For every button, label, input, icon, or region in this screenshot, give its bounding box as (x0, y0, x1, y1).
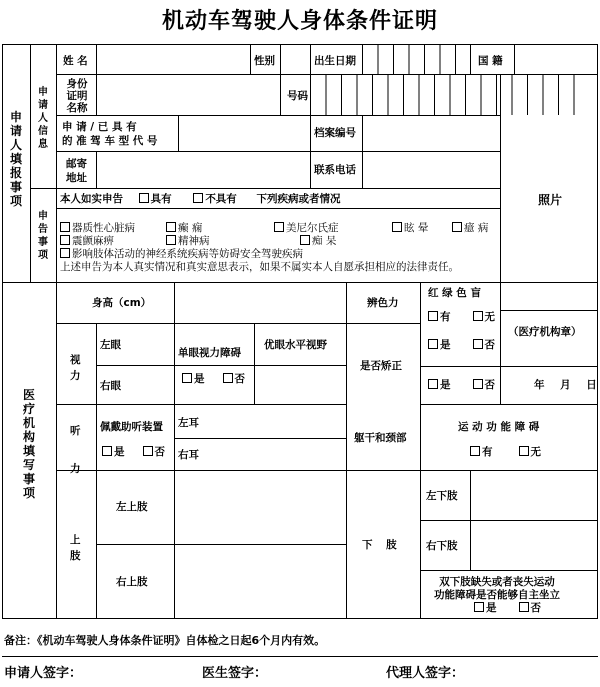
motor-has-checkbox[interactable] (470, 446, 480, 456)
label-id-number: 号码 (287, 90, 308, 102)
disease-parkinson: 震颤麻痹 (60, 235, 114, 248)
disease-mental: 精神病 (166, 235, 210, 248)
label-red-green: 红 绿 色 盲 (428, 287, 481, 299)
both-legs-options: 是 否 (474, 602, 541, 615)
color-options: 有 无 (428, 311, 495, 324)
hospital-seal: （医疗机构章） (508, 326, 582, 338)
motor-no-checkbox[interactable] (519, 446, 529, 456)
label-motor-disability: 运 动 功 能 障 碍 (458, 421, 540, 433)
label-birth-date: 出生日期 (314, 55, 356, 67)
applicant-signature: 申请人签字： (4, 666, 83, 681)
declaration-row: 本人如实申告 具有 不具有 下列疾病或者情况 (60, 193, 341, 205)
label-both-legs: 双下肢缺失或者丧失运动 功能障碍是否能够自主坐立 (434, 576, 560, 601)
label-gender: 性别 (254, 55, 275, 67)
label-trunk-neck: 躯干和颈部 (354, 432, 407, 444)
agent-signature: 代理人签字： (386, 666, 465, 681)
validity-note: 备注：《机动车驾驶人身体条件证明》自体检之日起6个月内有效。 (4, 634, 326, 647)
label-right-ear: 右耳 (178, 449, 199, 461)
disease-meniere: 美尼尔氏症 (274, 222, 339, 235)
both-legs-no-checkbox[interactable] (519, 602, 529, 612)
both-legs-yes-checkbox[interactable] (474, 602, 484, 612)
heart-checkbox[interactable] (60, 222, 70, 232)
label-monocular: 单眼视力障碍 (178, 347, 241, 359)
label-left-lower: 左下肢 (426, 490, 458, 502)
photo-area: 照片 (538, 193, 563, 207)
parkinson-checkbox[interactable] (60, 235, 70, 245)
right-corrected-yes-checkbox[interactable] (428, 379, 438, 389)
hearing-aid-no-checkbox[interactable] (143, 446, 153, 456)
label-upper-limb: 上肢 (70, 534, 81, 562)
section-medical-fill: 医疗机构填写事项 (22, 388, 35, 500)
hearing-aid-yes-checkbox[interactable] (102, 446, 112, 456)
label-right-eye: 右眼 (100, 380, 121, 392)
label-corrected: 是否矫正 (360, 360, 402, 372)
disease-hysteria: 癔 病 (452, 222, 488, 235)
section-applicant-fill: 申请人填报事项 (9, 110, 22, 208)
label-color-vision: 辨色力 (367, 297, 399, 309)
label-hearing-aid: 佩戴助听装置 (100, 421, 163, 433)
section-applicant-info: 申请人信息 (38, 87, 48, 150)
form-title: 机动车驾驶人身体条件证明 (161, 8, 438, 34)
doctor-signature: 医生签字： (202, 666, 268, 681)
label-left-upper: 左上肢 (116, 501, 148, 513)
left-corrected-no-checkbox[interactable] (473, 339, 483, 349)
label-left-eye: 左眼 (100, 339, 121, 351)
label-nationality: 国 籍 (478, 55, 503, 67)
neuro-checkbox[interactable] (60, 248, 70, 258)
label-vehicle-type: 申 请 / 已 具 有 的 准 驾 车 型 代 号 (62, 121, 158, 147)
left-corrected-options: 是 否 (428, 339, 495, 352)
monocular-options: 是 否 (182, 373, 245, 386)
section-declaration: 申告事项 (38, 211, 48, 261)
label-vision: 视力 (70, 354, 81, 382)
disease-epilepsy: 癫 痫 (166, 222, 202, 235)
disease-vertigo: 眩 晕 (392, 222, 428, 235)
disease-neuro: 影响肢体活动的神经系统疾病等妨碍安全驾驶疾病 (60, 248, 303, 261)
vertigo-checkbox[interactable] (392, 222, 402, 232)
declaration-statement: 上述申告为本人真实情况和真实意思表示，如果不属实本人自愿承担相应的法律责任。 (60, 261, 459, 273)
disease-dementia: 痴 呆 (300, 235, 336, 248)
label-right-lower: 右下肢 (426, 540, 458, 552)
label-file-number: 档案编号 (314, 127, 356, 139)
label-lower-limb: 下 肢 (362, 539, 397, 551)
hearing-aid-options: 是 否 (102, 446, 165, 459)
motor-options: 有 无 (470, 446, 541, 459)
label-height: 身高（cm） (92, 297, 152, 309)
right-corrected-no-checkbox[interactable] (473, 379, 483, 389)
epilepsy-checkbox[interactable] (166, 222, 176, 232)
has-checkbox[interactable] (139, 193, 149, 203)
color-has-checkbox[interactable] (428, 311, 438, 321)
label-phone: 联系电话 (314, 164, 356, 176)
left-corrected-yes-checkbox[interactable] (428, 339, 438, 349)
meniere-checkbox[interactable] (274, 222, 284, 232)
label-hearing: 听力 (70, 425, 81, 475)
label-name: 姓 名 (63, 55, 88, 67)
disease-heart: 器质性心脏病 (60, 222, 135, 235)
seal-date: 年 月 日 (534, 379, 597, 391)
right-corrected-options: 是 否 (428, 379, 495, 392)
color-no-checkbox[interactable] (473, 311, 483, 321)
label-right-upper: 右上肢 (116, 576, 148, 588)
label-left-ear: 左耳 (178, 417, 199, 429)
label-superior-field: 优眼水平视野 (264, 339, 327, 351)
hysteria-checkbox[interactable] (452, 222, 462, 232)
monocular-no-checkbox[interactable] (223, 373, 233, 383)
mental-checkbox[interactable] (166, 235, 176, 245)
has-not-checkbox[interactable] (193, 193, 203, 203)
dementia-checkbox[interactable] (300, 235, 310, 245)
label-id-doc: 身份证明名称 (66, 78, 88, 114)
monocular-yes-checkbox[interactable] (182, 373, 192, 383)
label-address: 邮寄 地址 (66, 158, 87, 184)
